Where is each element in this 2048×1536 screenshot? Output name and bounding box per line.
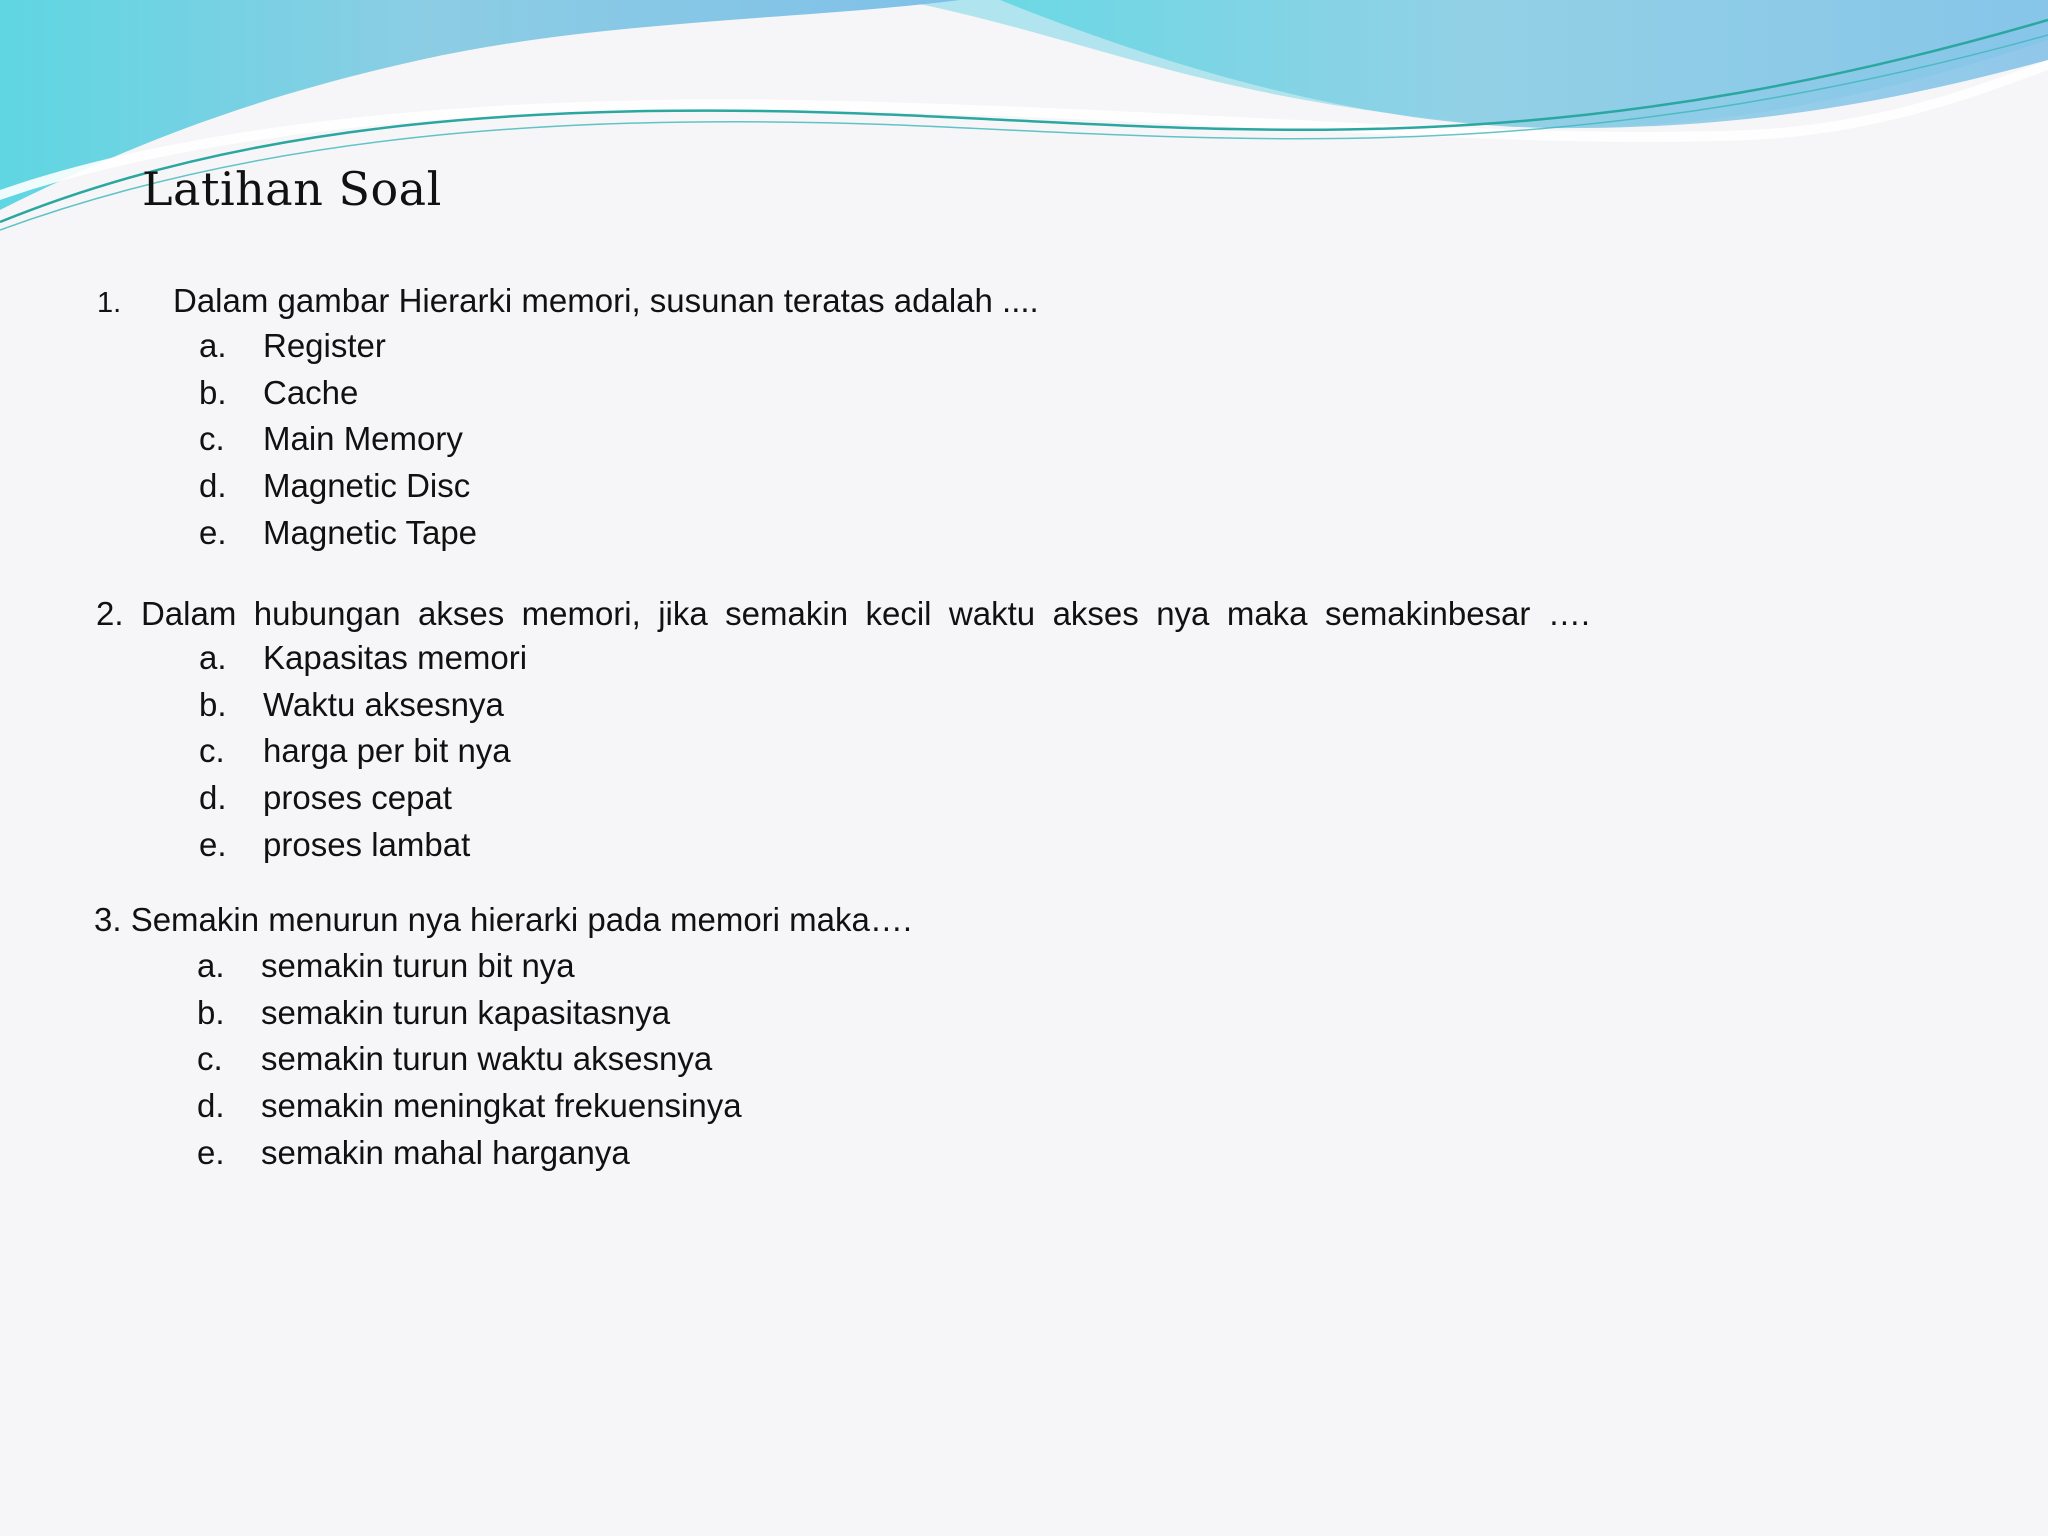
- question-1-number: 1.: [97, 287, 122, 319]
- option-letter: c.: [199, 732, 225, 770]
- option-text: semakin turun bit nya: [261, 947, 575, 984]
- option-text: semakin turun waktu aksesnya: [261, 1040, 713, 1078]
- option-text: semakin meningkat frekuensinya: [261, 1087, 742, 1125]
- option-letter: c.: [197, 1040, 223, 1078]
- slide-title: Latihan Soal: [142, 162, 442, 216]
- option-text: semakin turun kapasitasnya: [261, 993, 671, 1031]
- list-item: [197, 943, 742, 990]
- option-text: Waktu aksesnya: [263, 685, 504, 723]
- list-item: [199, 416, 477, 463]
- option-letter: b.: [197, 993, 225, 1031]
- option-letter: e.: [199, 513, 227, 551]
- option-letter: d.: [197, 1087, 225, 1125]
- question-1-text: Dalam gambar Hierarki memori, susunan teratas adalah ....: [173, 282, 1039, 319]
- option-letter: d.: [199, 779, 227, 817]
- question-2-text: 2. Dalam hubungan akses memori, jika semakin kecil waktu akses nya maka semakinbesar ….: [96, 595, 1590, 632]
- list-item: [199, 323, 477, 370]
- question-1-options: [199, 323, 477, 556]
- list-item: [197, 1036, 742, 1083]
- option-text: Register: [263, 327, 386, 364]
- question-3-stem: [94, 900, 912, 940]
- question-2-stem: [96, 594, 1590, 634]
- list-item: [197, 1083, 742, 1130]
- list-item: [199, 463, 477, 510]
- list-item: [199, 775, 527, 822]
- question-3-options: [197, 943, 742, 1176]
- option-letter: e.: [199, 825, 227, 863]
- question-2-options: [199, 635, 527, 868]
- list-item: [197, 1130, 742, 1177]
- option-text: Magnetic Tape: [263, 513, 478, 551]
- option-text: Kapasitas memori: [263, 639, 528, 676]
- option-text: semakin mahal harganya: [261, 1133, 630, 1171]
- question-3-text: 3. Semakin menurun nya hierarki pada memori maka….: [94, 901, 913, 938]
- option-letter: b.: [199, 685, 227, 723]
- list-item: [197, 990, 742, 1037]
- option-letter: d.: [199, 467, 227, 505]
- option-letter: a.: [199, 327, 227, 364]
- option-text: Main Memory: [263, 420, 463, 458]
- option-letter: c.: [199, 420, 225, 458]
- option-text: proses lambat: [263, 825, 471, 863]
- option-text: harga per bit nya: [263, 732, 511, 770]
- option-letter: e.: [197, 1133, 225, 1171]
- list-item: [199, 510, 477, 557]
- list-item: [199, 370, 477, 417]
- option-letter: b.: [199, 373, 227, 411]
- list-item: [199, 728, 527, 775]
- list-item: [199, 822, 527, 869]
- option-letter: a.: [197, 947, 225, 984]
- option-letter: a.: [199, 639, 227, 676]
- list-item: [199, 635, 527, 682]
- option-text: proses cepat: [263, 779, 452, 817]
- option-text: Magnetic Disc: [263, 467, 471, 505]
- option-text: Cache: [263, 373, 359, 411]
- list-item: [199, 682, 527, 729]
- question-1-stem: [97, 281, 1039, 323]
